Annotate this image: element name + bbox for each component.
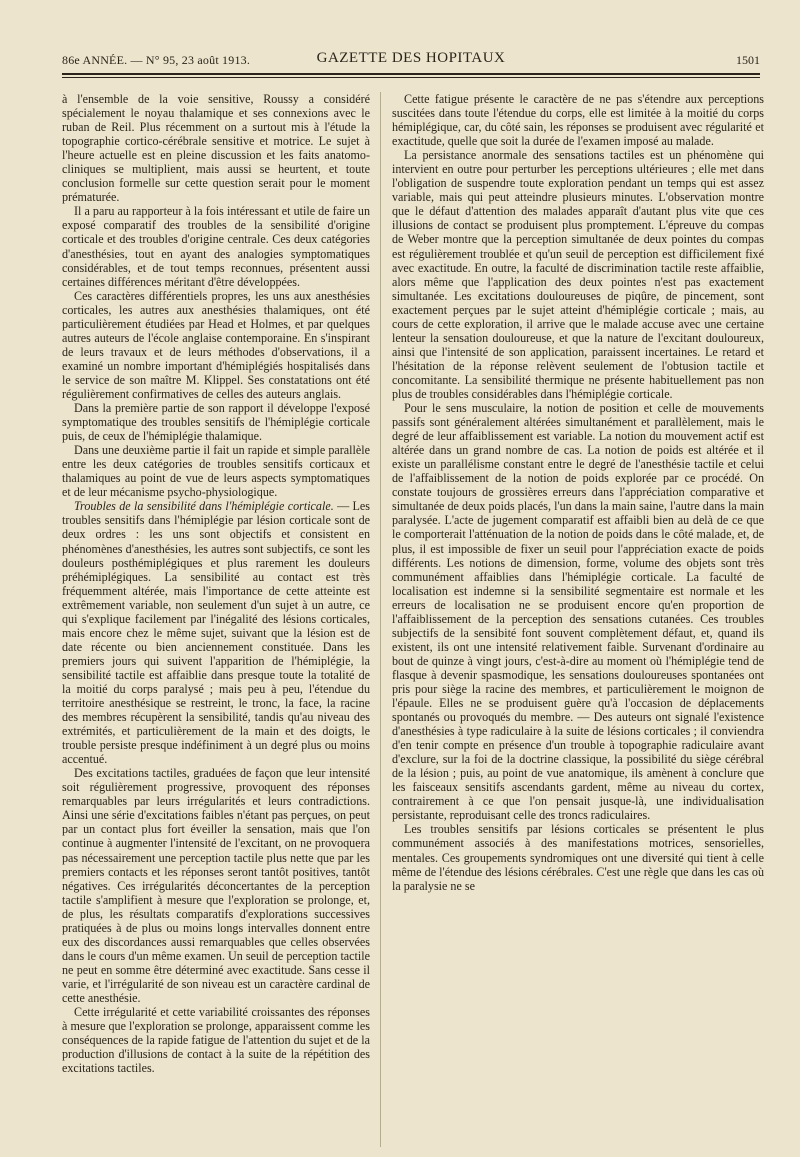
page-number: 1501 — [736, 53, 760, 67]
page-header — [62, 50, 760, 72]
paragraph: Les troubles sensitifs par lésions corticales se présentent le plus communément associés à des manifestations motrices, sensorielles, mentales. Ces groupements syndromiques ont une diversité qui tient à celle même de l'étendue des lésions cérébrales. C'est une règle que dans les cas où la paralysie ne se — [392, 822, 764, 893]
publication-title: GAZETTE DES HOPITAUX — [316, 50, 506, 66]
paragraph: Pour le sens musculaire, la notion de position et celle de mouvements passifs sont généralement altérées simultanément et parallèlement, mais le degré de leur affaiblissement est variable. La notion du mouvement actif est altérée dans un grand nombre de cas. La notion de poids est altérée et il existe un parallélisme constant entre le degré de l'anesthésie tactile et celui de l'affaiblissement de la notion de poids explorée par ce procédé. On constate toujours de grossières erreurs dans l'appréciation comparative et simultanée de deux poids placés, l'un dans la main saine, l'autre dans la main paralysée. L'acte de jugement comparatif est affaibli bien au delà de ce que le comporterait l'atténuation de la notion de poids dans le côté malade, et, de plus, il est impossible de fixer un seuil pour l'appréciation exacte de poids différents. Les notions de dimension, forme, volume des objets sont très communément affaiblies dans l'hémiplégie corticale. La faculté de localisation est indemne si la sensibilité segmentaire est normale et les erreurs de localisation ne se produisent encore qu'en proportion de l'affaiblissement de la perception des sensations cutanées. Ces troubles subjectifs de la sensibité font souvent complètement défaut, et, quand ils existent, ils ont une intensité relativement faible. Survenant d'ordinaire au bout de quinze à vingt jours, c'est-à-dire au moment où l'hémiplégie tend de flasque à devenir spasmodique, les sensations douloureuses spontanées ont pris pour siège la racine des membres, et particulièrement le moignon de l'épaule. Elles ne se produisent guère qu'à l'occasion de déplacements spontanés ou provoqués du membre. — Des auteurs ont signalé l'existence d'anesthésies à type radiculaire à la suite de lésions corticales ; il conviendra d'en tenir compte en présence d'un trouble à topographie radiculaire avant d'exclure, sur la foi de la doctrine classique, la possibilité du siège cérébral de la lésion ; puis, au point de vue anatomique, ils amènent à conclure que les faisceaux sensitifs ascendants gardent, même au niveau du cortex, contrairement à ce que l'on pensait jusque-là, une individualisation persistante, reproduisant celle des troncs radiculaires. — [392, 401, 764, 823]
paragraph-section — [62, 499, 370, 766]
paragraph: à l'ensemble de la voie sensitive, Roussy a considéré spécialement le noyau thalamique et ses connexions avec le ruban de Reil. Plus récemment on a surtout mis à l'étude la topographie cortico-cérébrale sensitive et motrice. Le sujet à l'heure actuelle est en pleine discussion et les faits anatomo-cliniques se multiplient, mais aussi se heurtent, et toute conclusion formelle sur cette question serait pour le moment prématurée. — [62, 92, 370, 205]
section-text: — Les troubles sensitifs dans l'hémiplégie par lésion corticale sont de deux ordres : les uns sont objectifs et consistent en phénomènes d'anesthésies, les autres sont subjectifs, ce sont les douleurs posthémiplégiques et plus rarement les douleurs préhémiplégiques. La sensibilité au contact est très fréquemment altérée, mais l'importance de cette atteinte est extrêmement variable, non seulement d'un sujet à un autre, ce qui s'explique facilement par l'inégalité des lésions corticales, mais encore chez le même sujet, suivant que la lésion est de date récente ou bien anciennement constituée. Dans les premiers jours qui suivent l'apparition de l'hémiplégie, la sensibilité tactile est affaiblie dans presque toute la totalité de la moitié du corps paralysé ; mais peu à peu, l'étendue du territoire anesthésique se restreint, le tronc, la face, la racine des membres récupèrent la sensibilité, tandis qu'au niveau des extrémités, et particulièrement de la main et des doigts, le trouble persiste presque indéfiniment à un degré plus ou moins accentué. — [62, 499, 370, 767]
header-rule — [62, 73, 760, 75]
paragraph: Il a paru au rapporteur à la fois intéressant et utile de faire un exposé comparatif des troubles de la sensibilité d'origine corticale et des troubles d'origine centrale. Ces deux catégories d'anesthésies, tout en ayant des analogies symptomatiques considérables, et de tout temps reconnues, présentent aussi certaines différences méritant d'être développées. — [62, 204, 370, 289]
left-column — [62, 92, 370, 1075]
paragraph: Dans une deuxième partie il fait un rapide et simple parallèle entre les deux catégories de troubles sensitifs corticaux et thalamiques au point de vue de leurs aspects symptomatiques et de leur mécanisme psycho-physiologique. — [62, 443, 370, 500]
paragraph: Ces caractères différentiels propres, les uns aux anesthésies corticales, les autres aux anesthésies thalamiques, ont été particulièrement étudiées par Head et Holmes, et par quelques autres auteurs de l'école anglaise contemporaine. En s'inspirant de leurs travaux et de leurs méthodes d'observations, il a examiné un nombre important d'hémiplégiés hospitalisés dans le service de son maître M. Klippel. Ses constatations ont été régulièrement confirmatives de celles des auteurs anglais. — [62, 288, 370, 401]
right-column — [392, 92, 764, 893]
paragraph: Cette irrégularité et cette variabilité croissantes des réponses à mesure que l'exploration se prolonge, apparaissent comme les conséquences de la rapide fatigue de l'attention du sujet et de la production d'illusions de contact à la suite de la répétition des excitations tactiles. — [62, 1005, 370, 1076]
section-heading: Troubles de la sensibilité dans l'hémiplégie corticale. — [74, 499, 334, 514]
paragraph: Dans la première partie de son rapport il développe l'exposé symptomatique des troubles sensitifs de l'hémiplégie corticale puis, de ceux de l'hémiplégie thalamique. — [62, 401, 370, 444]
paragraph: Des excitations tactiles, graduées de façon que leur intensité soit régulièrement progressive, provoquent des réponses remarquables par leurs irrégularités et leurs contradictions. Ainsi une série d'excitations faibles n'étant pas perçues, on peut par un contact plus fort éveiller la sensation, mais que l'on continue à augmenter l'intensité de l'excitant, on ne provoquera pas nécessairement une perception tactile plus nette que par les premiers contacts et les réponses seront tantôt positives, tantôt négatives. Ces irrégularités déconcertantes de la perception tactile s'amplifient à mesure que l'exploration se prolonge, et, de plus, les résultats comparatifs d'explorations successives pratiquées à de plus ou moins longs intervalles donnent entre eux des discordances aussi remarquables que celles observées dans le cours d'un même examen. Un seuil de perception tactile ne peut en somme être déterminé avec exactitude. Sans cesse il varie, et l'irrégularité de son niveau est un caractère cardinal de cette anesthésie. — [62, 766, 370, 1005]
issue-info: 86e ANNÉE. — N° 95, 23 août 1913. — [62, 53, 251, 67]
paragraph: La persistance anormale des sensations tactiles est un phénomène qui intervient en outre pour perturber les perceptions ultérieures ; elle met dans l'obligation de suspendre toute exploration pendant un temps qui est assez variable, mais qui peut atteindre plusieurs minutes. L'observation montre que le défaut d'attention des malades apparaît d'autant plus vite que ces illusions de contact se produisent plus promptement. L'épreuve du compas de Weber montre que la perception simultanée de deux pointes du compas est régulièrement troublée et qu'un seuil de perception est difficilement fixé avec exactitude. En outre, la faculté de discrimination tactile reste affaiblie, alors même que l'application des deux pointes n'est pas exactement simultanée. Les excitations douloureuses de piqûre, de pincement, sont exactement perçues par le sujet atteint d'hémiplégie corticale ; mais, au cours de cette exploration, il arrive que le malade accuse avec une certaine lenteur la sensation douloureuse, et que la nature de l'excitant douloureux, ainsi que l'intensité de son application, paraissent incertaines. Le retard et l'hésitation de la réponse relèvent seulement de l'obtusion tactile et concomitante. La sensibilité thermique ne présente habituellement pas non plus de troubles considérables dans l'hémiplégie corticale. — [392, 148, 764, 401]
paragraph: Cette fatigue présente le caractère de ne pas s'étendre aux perceptions suscitées dans toute l'étendue du corps, elle est limitée à la moitié du corps hémiplégique, car, du côté sain, les réponses se produisent avec régularité et exactitude, quelle que soit la durée de l'examen imposé au malade. — [392, 92, 764, 149]
header-rule-thin — [62, 77, 760, 78]
column-divider — [380, 92, 381, 1147]
